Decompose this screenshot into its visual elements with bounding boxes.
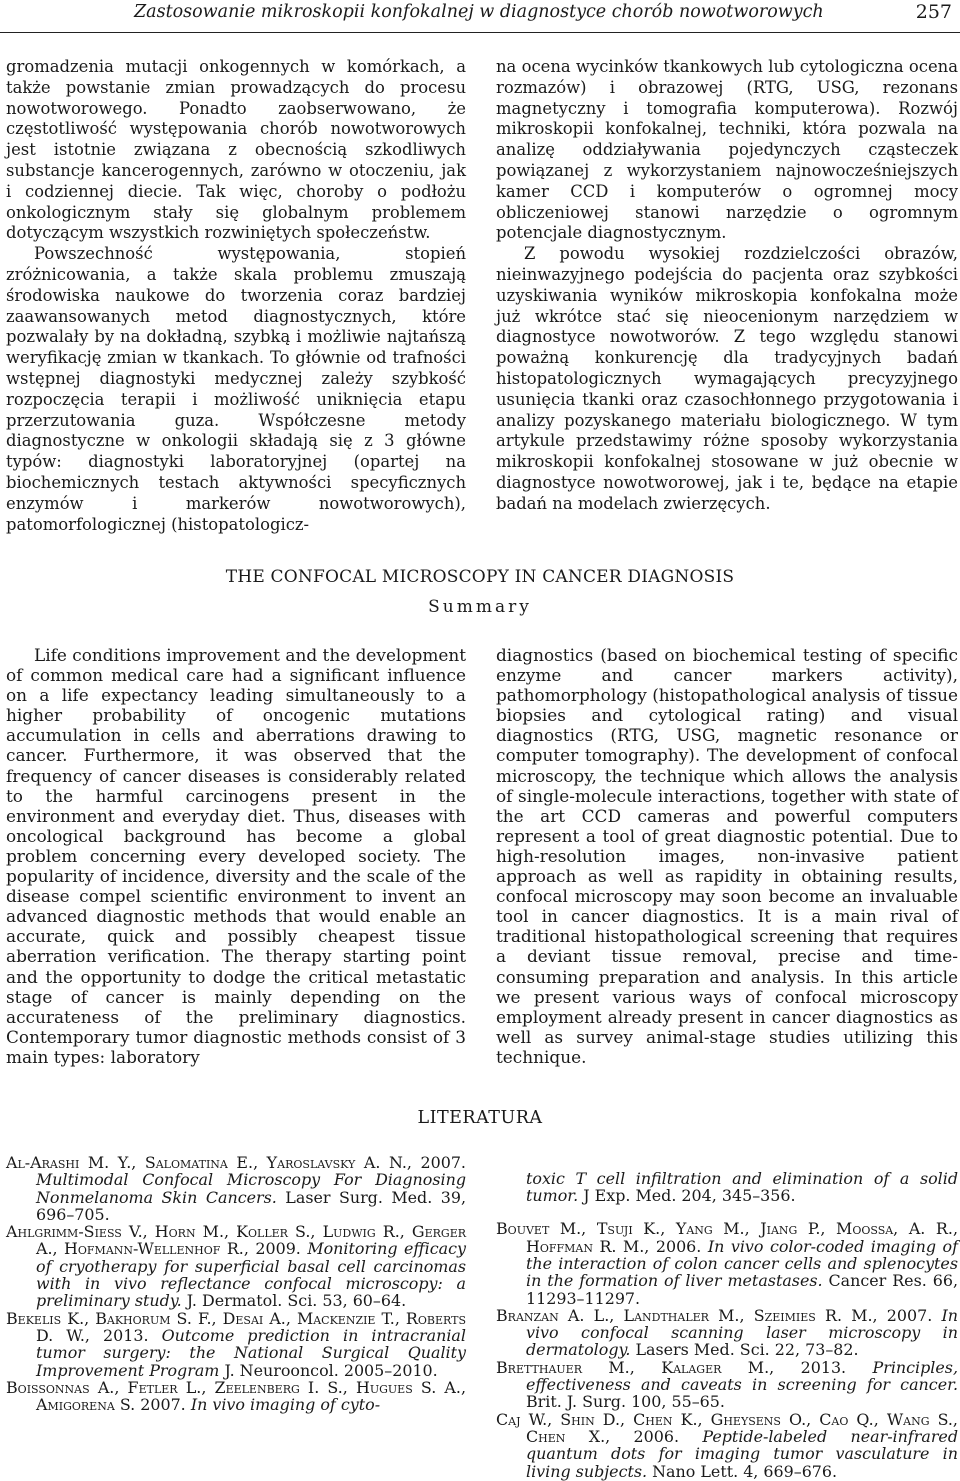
summary-column-left [6, 645, 466, 1067]
ref-source: J. Neurooncol. 2005–2010. [224, 1360, 438, 1380]
references-left [6, 1154, 466, 1413]
ref-title: Multimodal Confocal Microscopy For Diagnosing Nonmelanoma Skin Cancers. [36, 1170, 466, 1207]
ref-title: In vivo color-coded imaging of the interaction of colon cancer cells and splenocytes in the formation of liver metastases. [526, 1236, 958, 1291]
ref-title: In vivo confocal scanning laser microscopy in dermatology. [526, 1305, 958, 1360]
paragraph: Powszechność występowania, stopień zróżnicowania, a także skala problemu zmuszają środowiska naukowe do tworzenia coraz bardziej zaawansowanych metod diagnostycznych, które pozwalały by na dokładną, szybką i możliwie najtańszą weryfikację zmian w tkankach. To głównie od trafności wstępnej diagnostyki medycznej zależy szybkość rozpoczęcia terapii i możliwość uniknięcia etapu przerzutowania guza. Współczesne metody diagnostyczne w onkologii składają się z 3 główne typów: diagnostyki laboratoryjnej (opartej na biochemicznych testach aktywności specyficznych enzymów i markerów nowotworowych), patomorfologicznej (histopatologicz- [6, 244, 466, 534]
paragraph: Life conditions improvement and the development of common medical care had a significant influence on a life expectancy leading simultaneously to a higher probability of oncogenic mutations accumulation in cells and aberrations drawing to cancer. Furthermore, it was observed that the frequency of cancer diseases is considerably related to the harmful carcinogens present in the environment and everyday diet. Thus, diseases with oncological background has become a global problem concerning every developed society. The popularity of incidence, diversity and the scale of the disease compel scientific environment to invent an advanced diagnostic methods that would enable an accurate, quick and possibly cheapest tissue aberration verification. The therapy starting point and the opportunity to dodge the critical metastatic stage of cancer is mainly depending on the accurateness of the preliminary diagnostics. Contemporary tumor diagnostic methods consist of 3 main types: laboratory [6, 645, 466, 1067]
ref-source: Cancer Res. 66, 11293–11297. [526, 1271, 958, 1308]
ref-source: J. Dermatol. Sci. 53, 60–64. [186, 1291, 407, 1311]
polish-column-left [6, 57, 466, 535]
ref-title: Peptide-labeled near-infrared quantum dots for imaging tumor vasculature in living subjects. [526, 1426, 958, 1481]
reference [496, 1411, 958, 1480]
ref-source: Laser Surg. Med. 39, 696–705. [36, 1187, 466, 1224]
reference [6, 1154, 466, 1223]
paragraph: diagnostics (based on biochemical testing of specific enzyme and cancer markers activity), pathomorphology (histopathological analysis of tissue biopsies and cytological rating) and visual diagnostics (RTG, USG, magnetic resonance or computer tomography). The development of confocal microscopy, the technique which allows the analysis of single-molecule interactions, together with state of the art CCD cameras and powerful computers represent a tool of great diagnostic potential. Due to high-resolution images, non-invasive patient approach as well as rapidity in obtaining results, confocal microscopy may soon become an invaluable tool in cancer diagnostics. It is a main rival of traditional histopathological screening that requires a deviant tissue removal, precise and time-consuming preparation and analysis. In this article we present various ways of confocal microscopy employment already present in cancer diagnostics as well as survey animal-stage studies utilizing this technique. [496, 645, 958, 1067]
ref-authors: Bouvet M., Tsuji K., Yang M., Jiang P., Moossa, A. R., Hoffman R. M., 2006. [496, 1219, 958, 1256]
ref-title: Principles, effectiveness and caveats in screening for cancer. [526, 1357, 958, 1395]
ref-source: Brit. J. Surg. 100, 55–65. [526, 1392, 725, 1412]
ref-authors: Boissonnas A., Fetler L., Zeelenberg I. S., Hugues S. A., Amigorena S. 2007. [6, 1377, 466, 1415]
ref-authors: Branzan A. L., Landthaler M., Szeimies R. M., 2007. [496, 1305, 933, 1325]
ref-source: Lasers Med. Sci. 22, 73–82. [635, 1340, 859, 1360]
ref-authors: Al-Arashi M. Y., Salomatina E., Yaroslavsky A. N., 2007. [6, 1153, 466, 1172]
page-number: 257 [915, 1, 952, 23]
reference [6, 1310, 466, 1379]
reference [6, 1379, 466, 1414]
summary-title: THE CONFOCAL MICROSCOPY IN CANCER DIAGNOSIS [225, 567, 735, 587]
summary-column-right [496, 645, 958, 1067]
ref-title: Monitoring efficacy of cryotherapy for superficial basal cell carcinomas with in vivo reflectance confocal microscopy: a preliminary study. [36, 1239, 466, 1311]
running-header [0, 0, 960, 33]
reference [496, 1307, 958, 1359]
literature-title: LITERATURA [417, 1108, 543, 1128]
reference [496, 1359, 958, 1411]
ref-authors: Ahlgrimm-Siess V., Horn M., Koller S., Ludwig R., Gerger A., Hofmann-Wellenhof R., 2009. [6, 1222, 466, 1259]
paragraph: na ocena wycinków tkankowych lub cytologiczna ocena rozmazów) i obrazowej (RTG, USG, rezonans magnetyczny i tomografia komputerowa). Rozwój mikroskopii konfokalnej, techniki, która pozwala na analizę oddziaływania pojedynczych cząsteczek powiązanej z wykorzystaniem najnowocześniejszych kamer CCD i komputerów o ogromnej mocy obliczeniowej stanowi narzędzie o ogromnym potencjale diagnostycznym. [496, 57, 958, 243]
ref-source: Nano Lett. 4, 669–676. [652, 1461, 838, 1481]
ref-source: J Exp. Med. 204, 345–356. [583, 1186, 796, 1206]
ref-authors: Bretthauer M., Kalager M., 2013. [496, 1357, 847, 1377]
reference [496, 1220, 958, 1306]
reference-continuation [496, 1170, 958, 1205]
ref-title: Outcome prediction in intracranial tumor surgery: the National Surgical Quality Improvement Program [36, 1325, 466, 1380]
polish-column-right [496, 57, 958, 515]
ref-title: toxic T cell infiltration and elimination of a solid tumor. [526, 1168, 958, 1206]
paragraph: Z powodu wysokiej rozdzielczości obrazów, nieinwazyjnego podejścia do pacjenta oraz szybkości uzyskiwania wyników mikroskopia konfokalna może już wkrótce stać się nieocenionym narzędziem w diagnostyce nowotworów. Z tego względu stanowi poważną konkurencję dla tradycyjnych badań histopatologicznych wymagających precyzyjnego usunięcia tkanki oraz czasochłonnego przygotowania i analizy pozyskanego materiału biologicznego. W tym artykule przedstawimy różne sposoby wykorzystania mikroskopii konfokalnej stosowane w już obecnie w diagnostyce nowotworowej, jak i te, będące na etapie badań na modelach zwierzęcych. [496, 244, 958, 513]
references-right [496, 1154, 958, 1480]
reference [6, 1223, 466, 1309]
ref-authors: Caj W., Shin D., Chen K., Gheysens O., Cao Q., Wang S., Chen X., 2006. [496, 1409, 958, 1446]
summary-subtitle: Summary [428, 597, 532, 617]
running-title: Zastosowanie mikroskopii konfokalnej w diagnostyce chorób nowotworowych [134, 2, 824, 22]
paragraph: gromadzenia mutacji onkogennych w komórkach, a także powstanie zmian prowadzących do procesu nowotworowego. Ponadto zaobserwowano, że częstotliwość występowania chorób nowotworowych jest istotnie związana z obecnością szkodliwych substancje kancerogennych, zarówno w otoczeniu, jak i codziennej diecie. Tak więc, choroby o podłożu onkologicznym stały się globalnym problemem dotyczącym wszystkich rozwiniętych społeczeństw. [6, 57, 466, 243]
ref-authors: Bekelis K., Bakhorum S. F., Desai A., Mackenzie T., Roberts D. W., 2013. [6, 1308, 466, 1345]
ref-title: In vivo imaging of cyto- [190, 1395, 381, 1415]
